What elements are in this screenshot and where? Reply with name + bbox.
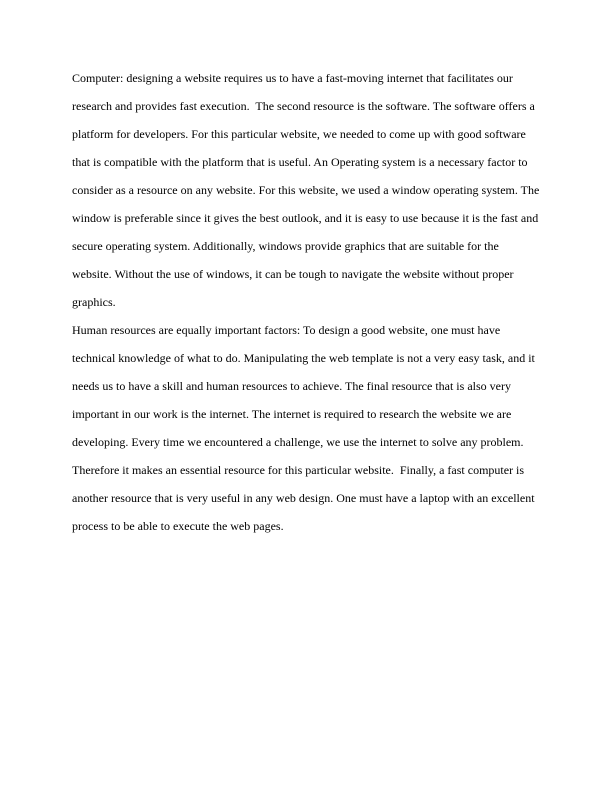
text-line: technical knowledge of what to do. Manipulating the web template is not a very easy task, and it [72,351,535,365]
document-body [72,64,540,540]
text-line: developing. Every time we encountered a challenge, we use the internet to solve any problem. [72,435,524,449]
text-line: important in our work is the internet. The internet is required to research the website we are [72,407,512,421]
text-line: research and provides fast execution. The second resource is the software. The software offers a [72,99,535,113]
text-line: graphics. [72,295,116,309]
text-line: Computer: designing a website requires us to have a fast-moving internet that facilitates our [72,71,513,85]
text-line: Therefore it makes an essential resource for this particular website. Finally, a fast computer is [72,463,525,477]
text-line: needs us to have a skill and human resources to achieve. The final resource that is also very [72,379,511,393]
text-line: process to be able to execute the web pages. [72,519,284,533]
text-line: secure operating system. Additionally, windows provide graphics that are suitable for the [72,239,499,253]
text-line: window is preferable since it gives the best outlook, and it is easy to use because it is the fast and [72,211,539,225]
text-line: another resource that is very useful in any web design. One must have a laptop with an excellent [72,491,535,505]
paragraph-computer [72,64,540,316]
text-line: website. Without the use of windows, it can be tough to navigate the website without proper [72,267,514,281]
paragraph-human-resources [72,316,540,540]
text-line: Human resources are equally important factors: To design a good website, one must have [72,323,501,337]
text-line: platform for developers. For this particular website, we needed to come up with good software [72,127,526,141]
text-line: that is compatible with the platform that is useful. An Operating system is a necessary factor to [72,155,528,169]
text-line: consider as a resource on any website. For this website, we used a window operating system. The [72,183,540,197]
